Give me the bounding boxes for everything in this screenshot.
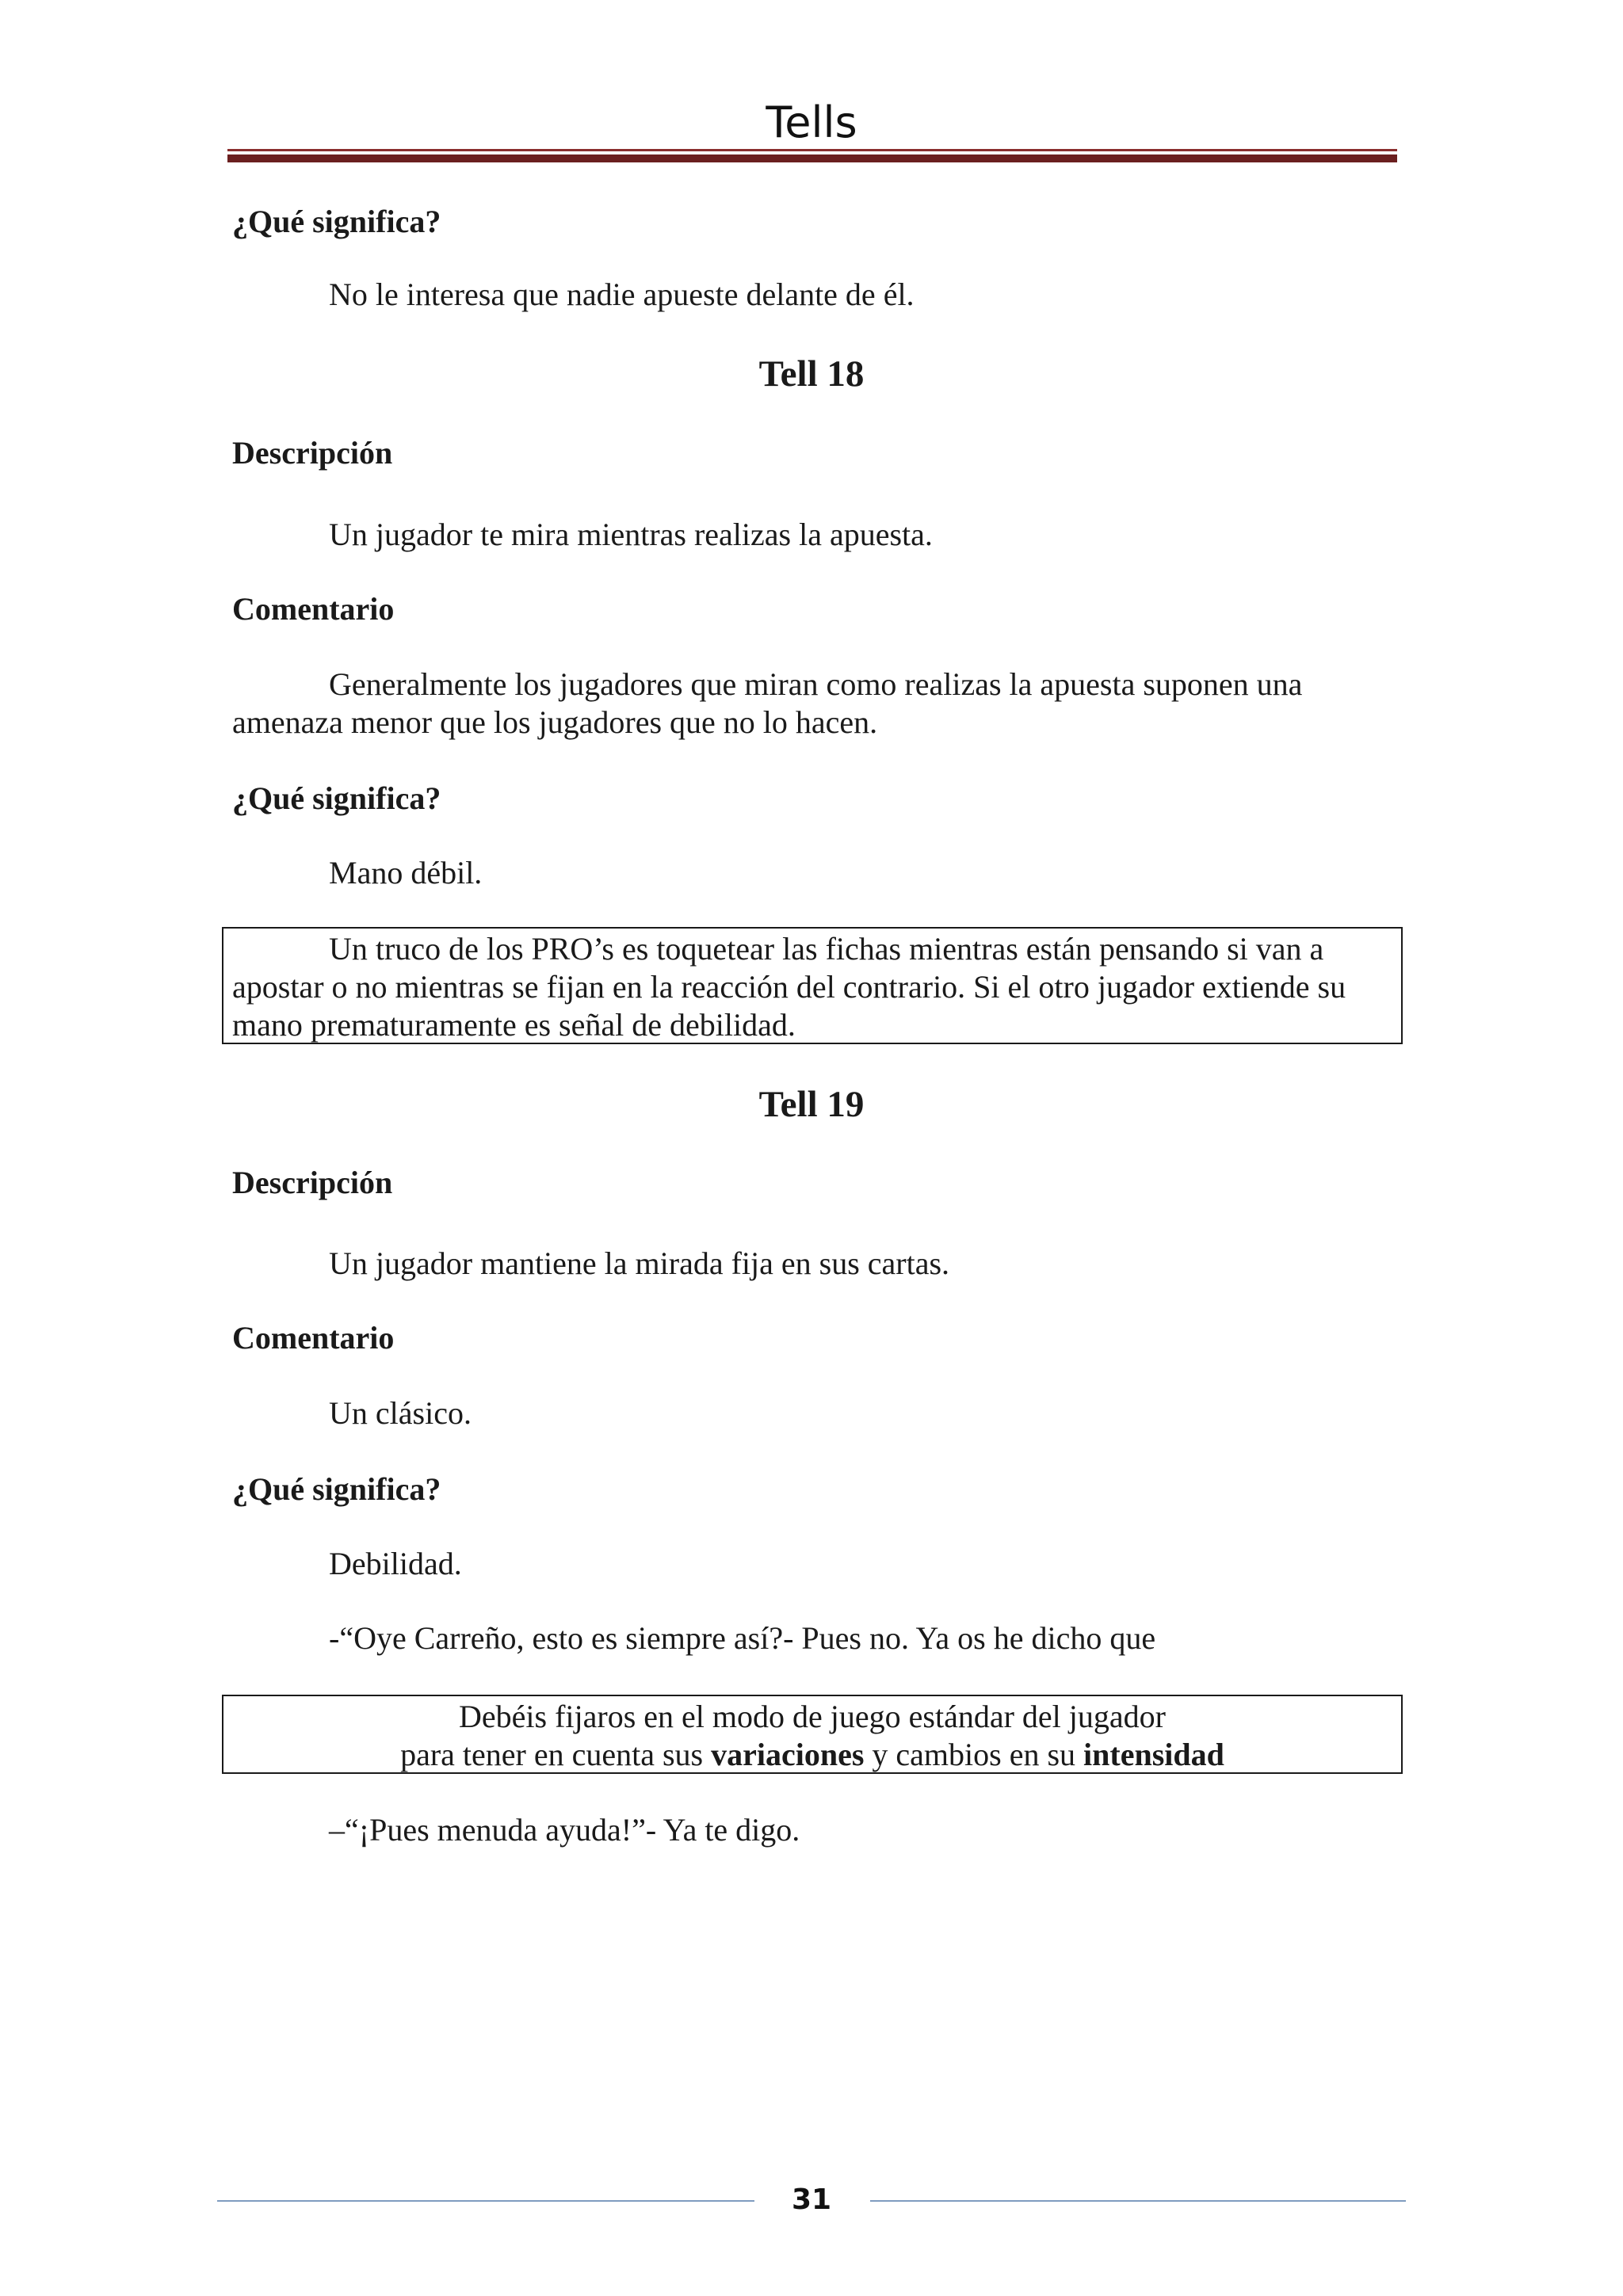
tell-19-description-text: Un jugador mantiene la mirada fija en sus cartas.: [329, 1245, 950, 1281]
tell-19-heading: Tell 19: [758, 1084, 865, 1125]
tell-18-heading: Tell 18: [758, 353, 865, 395]
dialog-line-2: –“¡Pues menuda ayuda!”- Ya te digo.: [329, 1812, 800, 1848]
tell-18-meaning-label: ¿Qué significa?: [232, 780, 441, 816]
header-rule-thin: [227, 149, 1397, 151]
tell-19-meaning-text: Debilidad.: [329, 1546, 462, 1581]
advice-emphasis-variaciones: variaciones: [711, 1737, 865, 1772]
dialog-line-1: -“Oye Carreño, esto es siempre así?- Pues no. Ya os he dicho que: [329, 1620, 1156, 1656]
tip-box-line-2: apostar o no mientras se fijan en la reacción del contrario. Si el otro jugador extiende su: [232, 969, 1346, 1005]
tell-18-description-label: Descripción: [232, 435, 393, 471]
advice-box: [222, 1695, 1403, 1774]
header-rule-thick: [227, 154, 1397, 162]
advice-box-line-2: [223, 1736, 1401, 1774]
tell-19-description-label: Descripción: [232, 1165, 393, 1200]
tell-18-meaning-text: Mano débil.: [329, 855, 483, 891]
advice-text-a: para tener en cuenta sus: [400, 1737, 712, 1772]
tell-19-meaning-label: ¿Qué significa?: [232, 1471, 441, 1507]
section-label-meaning: ¿Qué significa?: [232, 204, 441, 239]
tell-18-comment-label: Comentario: [232, 591, 395, 627]
tell-18-description-text: Un jugador te mira mientras realizas la apuesta.: [329, 517, 933, 552]
advice-box-line-1: Debéis fijaros en el modo de juego estándar del jugador: [459, 1699, 1166, 1734]
tell-18-comment-line-1: Generalmente los jugadores que miran como realizas la apuesta suponen una: [329, 666, 1303, 702]
tell-19-comment-text: Un clásico.: [329, 1395, 472, 1431]
meaning-text: No le interesa que nadie apueste delante de él.: [329, 277, 915, 312]
advice-text-c: y cambios en su: [864, 1737, 1084, 1772]
running-header-title: Tells: [766, 97, 857, 147]
page-number: 31: [791, 2183, 832, 2216]
tell-18-comment-line-2: amenaza menor que los jugadores que no lo hacen.: [232, 704, 878, 740]
tip-box: [222, 927, 1403, 1044]
tip-box-line-1: Un truco de los PRO’s es toquetear las fichas mientras están pensando si van a: [329, 931, 1324, 967]
advice-emphasis-intensidad: intensidad: [1083, 1737, 1224, 1772]
tip-box-line-3: mano prematuramente es señal de debilidad.: [232, 1007, 796, 1043]
tell-19-comment-label: Comentario: [232, 1320, 395, 1356]
